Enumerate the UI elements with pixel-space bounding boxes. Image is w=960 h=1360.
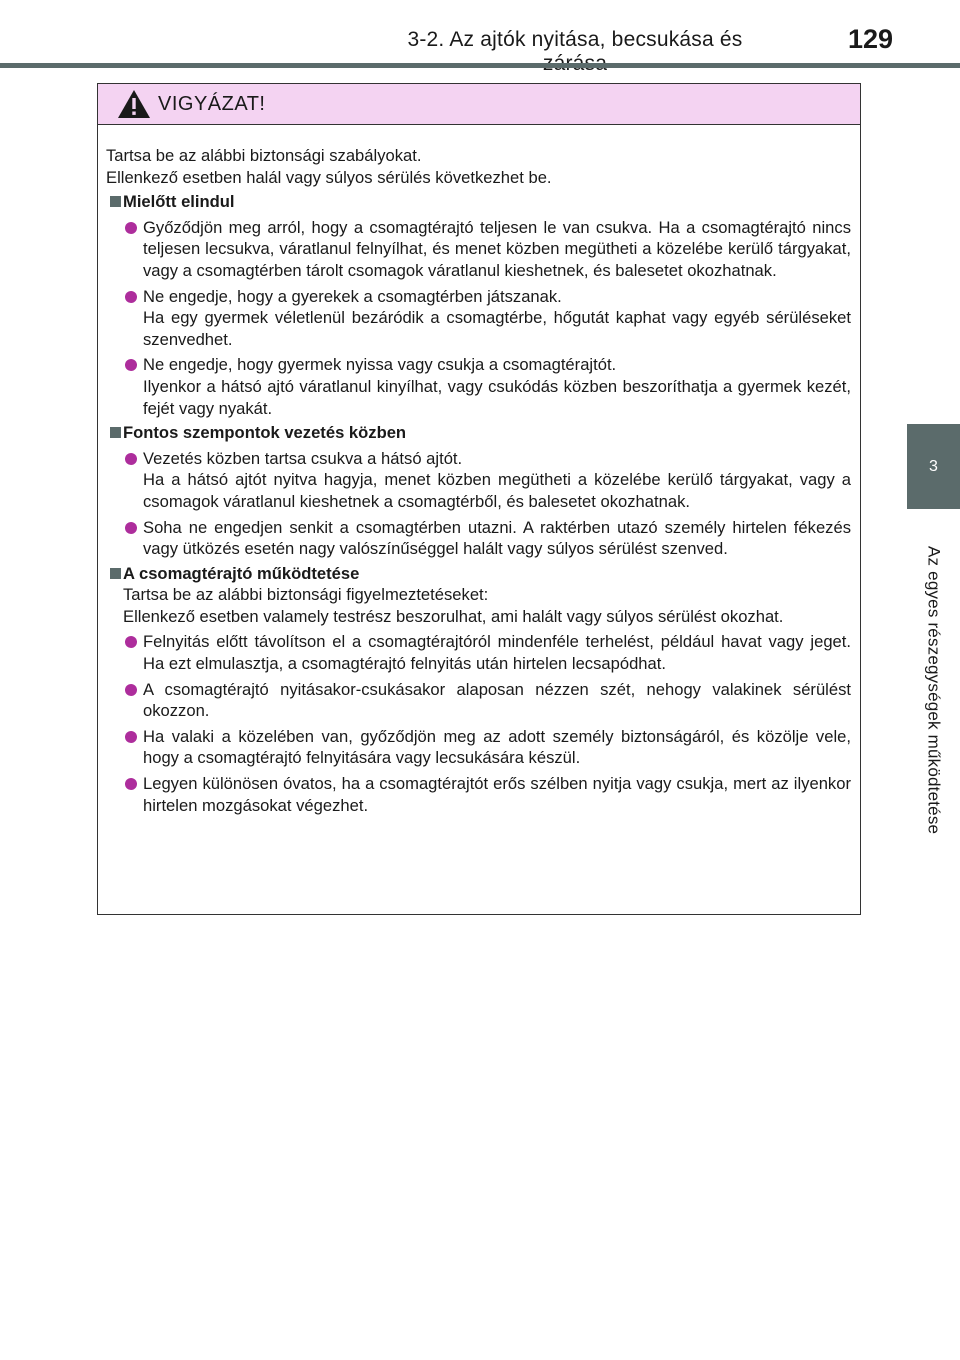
section-intro-line: Ellenkező esetben valamely testrész beszorulhat, ami halált vagy súlyos sérülést okozhat.	[123, 606, 784, 626]
caution-body	[98, 125, 860, 816]
caution-box	[97, 83, 861, 915]
bullet-item	[123, 354, 851, 419]
warning-triangle-icon	[116, 88, 152, 120]
chapter-side-label	[907, 510, 960, 870]
bullet-text: Ha a hátsó ajtót nyitva hagyja, menet közben megütheti a közelébe kerülő tárgyakat, vagy a csomagok váratlanul kieshetnek a csomagtérből, és balesetet okozhatnak.	[143, 470, 851, 511]
section-square-icon	[110, 427, 121, 438]
bullet-item	[123, 679, 851, 722]
bullet-item	[123, 517, 851, 560]
bullet-text: Ha egy gyermek véletlenül bezáródik a csomagtérbe, hőgutát kaphat vagy egyéb sérüléseket szenvedhet.	[143, 308, 851, 349]
bullet-text: Legyen különösen óvatos, ha a csomagtérajtót erős szélben nyitja vagy csukja, mert az ilyenkor hirtelen mozgásokat végezhet.	[143, 774, 851, 815]
bullet-text: A csomagtérajtó nyitásakor-csukásakor alaposan nézzen szét, nehogy valakinek sérülést okozzon.	[143, 679, 851, 721]
bullet-dot-icon	[125, 522, 137, 534]
bullet-text: Ne engedje, hogy gyermek nyissa vagy csukja a csomagtérajtót.	[143, 355, 617, 375]
bullet-dot-icon	[125, 291, 137, 303]
bullet-text: Felnyitás előtt távolítson el a csomagtérajtóról mindenféle terhelést, például havat vagy jeget. Ha ezt elmulasztja, a csomagtérajtó felnyitás után hirtelen lecsapódhat.	[143, 632, 851, 674]
chapter-title: Az egyes részegységek működtetése	[924, 545, 944, 835]
bullet-text: Vezetés közben tartsa csukva a hátsó ajtót.	[143, 448, 463, 468]
section-title: A csomagtérajtó működtetése	[123, 563, 360, 583]
bullet-text: Ne engedje, hogy a gyerekek a csomagtérben játszanak.	[143, 286, 562, 306]
bullet-item	[123, 773, 851, 816]
section-header-title: 3-2. Az ajtók nyitása, becsukása és	[407, 28, 743, 51]
bullet-dot-icon	[125, 359, 137, 371]
chapter-number: 3	[929, 457, 938, 475]
section-intro-line: Tartsa be az alábbi biztonsági figyelmeztetéseket:	[123, 585, 489, 605]
bullet-dot-icon	[125, 222, 137, 234]
bullet-item	[123, 726, 851, 769]
caution-section	[106, 422, 851, 560]
bullet-item	[123, 448, 851, 513]
section-square-icon	[110, 568, 121, 579]
bullet-text: Ilyenkor a hátsó ajtó váratlanul kinyílhat, vagy csukódás közben beszoríthatja a gyermek kezét, fejét vagy nyakát.	[143, 376, 851, 418]
caution-intro-line: Tartsa be az alábbi biztonsági szabályokat.	[106, 146, 422, 165]
bullet-dot-icon	[125, 731, 137, 743]
caution-section	[106, 191, 851, 419]
section-square-icon	[110, 196, 121, 207]
section-title: Mielőtt elindul	[123, 192, 235, 212]
section-title: Fontos szempontok vezetés közben	[123, 423, 407, 443]
bullet-item	[123, 631, 851, 674]
page-number: 129	[848, 24, 894, 54]
bullet-dot-icon	[125, 684, 137, 696]
caution-intro-line: Ellenkező esetben halál vagy súlyos sérülés következhet be.	[106, 167, 552, 187]
caution-label: VIGYÁZAT!	[158, 92, 266, 115]
caution-header	[98, 84, 860, 125]
chapter-tab	[907, 424, 960, 509]
bullet-text: Győződjön meg arról, hogy a csomagtérajtó teljesen le van csukva. Ha a csomagtérajtó nincs teljesen lecsukva, váratlanul felnyílhat, és menet közben megütheti a közelébe kerülő tárgyakat, vagy a csomagtérben tárolt csomagok váratlanul kieshetnek, és balesetet okozhatnak.	[143, 217, 851, 280]
bullet-dot-icon	[125, 453, 137, 465]
bullet-dot-icon	[125, 636, 137, 648]
bullet-item	[123, 286, 851, 351]
bullet-dot-icon	[125, 778, 137, 790]
header-divider	[0, 63, 960, 68]
caution-section	[106, 563, 851, 817]
bullet-text: Soha ne engedjen senkit a csomagtérben utazni. A raktérben utazó személy hirtelen fékezés vagy ütközés esetén nagy valószínűséggel halált vagy súlyos sérülést szenved.	[143, 517, 851, 559]
bullet-text: Ha valaki a közelében van, győződjön meg az adott személy biztonságáról, és közölje vele, hogy a csomagtérajtó felnyitására vagy lecsukására készül.	[143, 726, 851, 768]
bullet-item	[123, 217, 851, 282]
